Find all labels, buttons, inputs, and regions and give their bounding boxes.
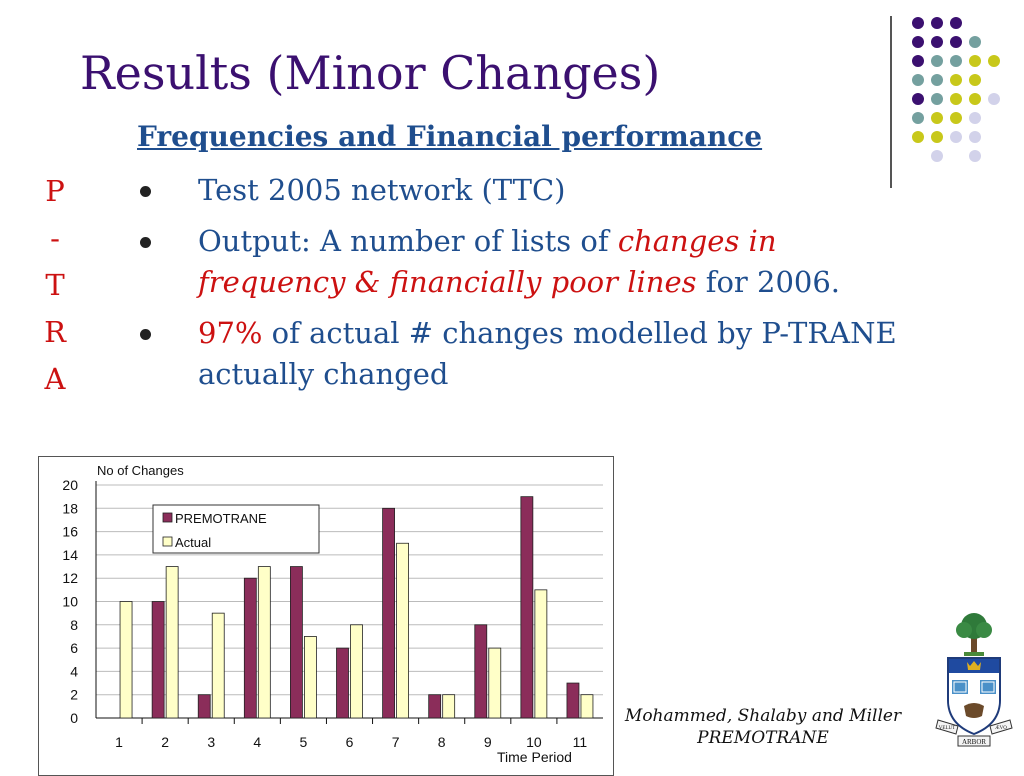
slide-title: Results (Minor Changes): [80, 46, 661, 100]
bar-premotrane: [152, 602, 164, 719]
bar-actual: [120, 602, 132, 719]
bullet-text: for 2006.: [696, 265, 841, 299]
y-tick-label: 20: [62, 477, 78, 493]
decorative-dot: [931, 131, 943, 143]
decorative-dot: [931, 36, 943, 48]
crest-motto-center: ARBOR: [961, 738, 987, 746]
side-letter: A: [44, 362, 66, 396]
bar-premotrane: [521, 497, 533, 718]
x-tick-label: 5: [299, 734, 308, 750]
crest-motto-left: VELUT: [938, 726, 956, 731]
bar-premotrane: [290, 567, 302, 718]
legend-label-actual: Actual: [175, 535, 212, 550]
y-tick-label: 18: [62, 500, 78, 517]
bar-actual: [443, 695, 455, 718]
y-tick-label: 2: [70, 686, 78, 703]
bullet-dot-icon: [140, 329, 151, 340]
legend-swatch-premotrane: [163, 513, 172, 522]
y-tick-label: 0: [70, 710, 78, 726]
bar-actual: [581, 695, 593, 718]
decorative-dot: [969, 93, 981, 105]
legend-label-premotrane: PREMOTRANE: [175, 511, 267, 526]
decorative-dot: [969, 36, 981, 48]
y-tick-label: 12: [62, 570, 78, 587]
bar-actual: [397, 543, 409, 718]
decorative-dot: [988, 93, 1000, 105]
bar-premotrane: [244, 578, 256, 718]
x-tick-label: 1: [115, 734, 123, 750]
x-tick-label: 10: [526, 734, 542, 750]
decorative-dot: [950, 131, 962, 143]
bullet-emphasis: 97%: [198, 316, 263, 350]
bullet-text: Test 2005 network (TTC): [198, 173, 566, 207]
bar-premotrane: [567, 683, 579, 718]
bar-actual: [351, 625, 363, 718]
bar-premotrane: [383, 508, 395, 718]
bullet-item: [136, 313, 906, 395]
decorative-dot: [969, 150, 981, 162]
decorative-dot: [931, 93, 943, 105]
bar-premotrane: [198, 695, 210, 718]
bullet-item: [136, 170, 906, 211]
bar-premotrane: [475, 625, 487, 718]
decorative-dot: [988, 55, 1000, 67]
y-tick-label: 4: [70, 663, 78, 680]
decorative-dot: [969, 131, 981, 143]
decorative-dot: [931, 55, 943, 67]
y-tick-label: 16: [62, 523, 78, 540]
bullet-list: [136, 170, 906, 405]
decorative-dot: [969, 55, 981, 67]
decorative-dot: [950, 93, 962, 105]
x-tick-label: 9: [483, 734, 492, 750]
decorative-dot: [912, 17, 924, 29]
slide-subtitle: Frequencies and Financial performance: [137, 120, 763, 153]
y-tick-label: 10: [62, 593, 78, 610]
bar-chart-svg: [39, 457, 613, 775]
x-tick-label: 4: [253, 734, 262, 750]
decorative-dot: [931, 112, 943, 124]
side-letter: P: [45, 174, 65, 208]
university-crest-logo: [934, 608, 1014, 758]
bar-actual: [258, 567, 270, 718]
bar-actual: [489, 648, 501, 718]
side-vertical-label: [38, 168, 72, 403]
x-axis-label: Time Period: [497, 749, 572, 765]
bullet-text: of actual # changes modelled by P-TRANE actually changed: [198, 316, 897, 391]
bullet-text: Output: A number of lists of: [198, 224, 618, 258]
y-tick-label: 8: [70, 616, 78, 633]
decorative-dot: [912, 74, 924, 86]
decorative-dot: [912, 112, 924, 124]
legend-swatch-actual: [163, 537, 172, 546]
decorative-dot: [950, 36, 962, 48]
side-letter: R: [44, 315, 66, 349]
decorative-dot: [931, 17, 943, 29]
decorative-dot: [950, 112, 962, 124]
divider-line: [890, 16, 892, 188]
decorative-dot: [950, 74, 962, 86]
crest-motto-right: ÆVO: [995, 726, 1007, 731]
bar-actual: [166, 567, 178, 718]
decorative-dot: [931, 150, 943, 162]
side-letter: T: [45, 268, 65, 302]
author-names: Mohammed, Shalaby and Miller: [624, 706, 902, 726]
author-credit: [615, 705, 911, 749]
decorative-dot: [931, 74, 943, 86]
bar-premotrane: [429, 695, 441, 718]
decorative-dot: [912, 131, 924, 143]
bullet-emphasis: changes in frequency & financially poor lines: [198, 224, 777, 299]
x-tick-label: 7: [391, 734, 400, 750]
decorative-dot: [969, 74, 981, 86]
side-letter: -: [50, 221, 60, 255]
decorative-dot: [912, 36, 924, 48]
chart-legend: [153, 505, 319, 553]
bar-actual: [212, 613, 224, 718]
bar-actual: [304, 636, 316, 718]
x-tick-label: 3: [207, 734, 216, 750]
decorative-dot: [912, 55, 924, 67]
decorative-dot: [969, 112, 981, 124]
x-tick-label: 2: [161, 734, 170, 750]
decorative-dot: [950, 55, 962, 67]
x-tick-label: 6: [345, 734, 354, 750]
y-tick-label: 14: [62, 546, 78, 563]
y-axis-label: No of Changes: [97, 463, 184, 478]
y-tick-label: 6: [70, 640, 78, 657]
bar-chart: [38, 456, 614, 776]
x-tick-label: 11: [572, 734, 588, 750]
x-tick-label: 8: [437, 734, 446, 750]
bar-actual: [535, 590, 547, 718]
decorative-dot: [912, 93, 924, 105]
decorative-dot: [950, 17, 962, 29]
bullet-item: [136, 221, 906, 303]
bullet-dot-icon: [140, 237, 151, 248]
bullet-dot-icon: [140, 186, 151, 197]
bar-premotrane: [337, 648, 349, 718]
author-project: PREMOTRANE: [697, 728, 829, 748]
